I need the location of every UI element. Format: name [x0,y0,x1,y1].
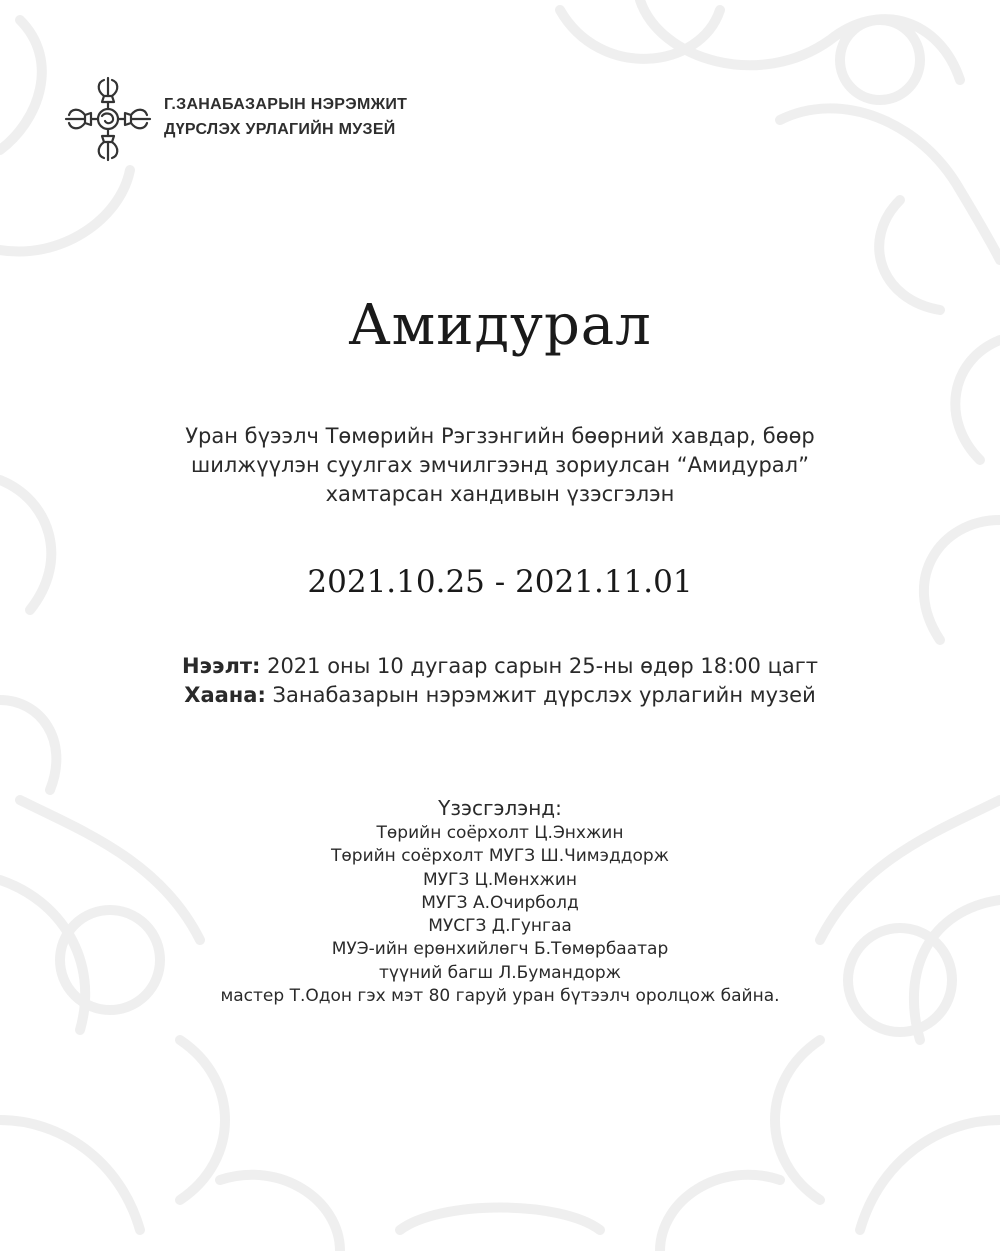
museum-name-line-2: ДҮРСЛЭХ УРЛАГИЙН МУЗЕЙ [164,121,396,138]
vajra-icon [62,74,154,164]
opening-value: 2021 оны 10 дугаар сарын 25-ны өдөр 18:00 цагт [260,654,819,678]
list-item: МУСГЗ Д.Гунгаа [428,916,572,937]
event-info [0,652,1000,710]
list-item: түүний багш Л.Бумандорж [379,962,621,983]
exhibition-description [100,422,900,509]
list-item: МУГЗ Ц.Мөнхжин [422,869,578,890]
description-line: хамтарсан хандивын үзэсгэлэн [325,482,675,506]
list-item: Төрийн соёрхолт Ц.Энхжин [376,823,624,843]
opening-line [0,652,1000,681]
museum-name-line-1: Г.ЗАНАБАЗАРЫН НЭРЭМЖИТ [164,96,408,113]
museum-name [164,92,407,142]
where-line [0,681,1000,710]
page-title: Амидурал [348,293,652,358]
where-value: Занабазарын нэрэмжит дүрслэх урлагийн музей [265,683,816,707]
participants-list [0,822,1000,1008]
list-item: МУЭ-ийн ерөнхийлөгч Б.Төмөрбаатар [331,939,669,960]
where-label: Хаана: [184,683,266,707]
opening-label: Нээлт: [181,654,261,678]
list-item: Төрийн соёрхолт МУГЗ Ш.Чимэддорж [331,846,669,867]
list-item: МУГЗ А.Очирболд [421,892,579,913]
list-item: мастер Т.Одон гэх мэт 80 гаруй уран бүтээлч оролцож байна. [220,986,780,1007]
description-line: Уран бүээлч Төмөрийн Рэгзэнгийн бөөрний хавдар, бөөр [185,424,815,448]
participants-heading: Үзэсгэлэнд: [438,796,562,820]
description-line: шилжүүлэн суулгах эмчилгээнд зориулсан “Амидурал” [191,453,809,477]
exhibition-dates: 2021.10.25 - 2021.11.01 [307,564,693,600]
